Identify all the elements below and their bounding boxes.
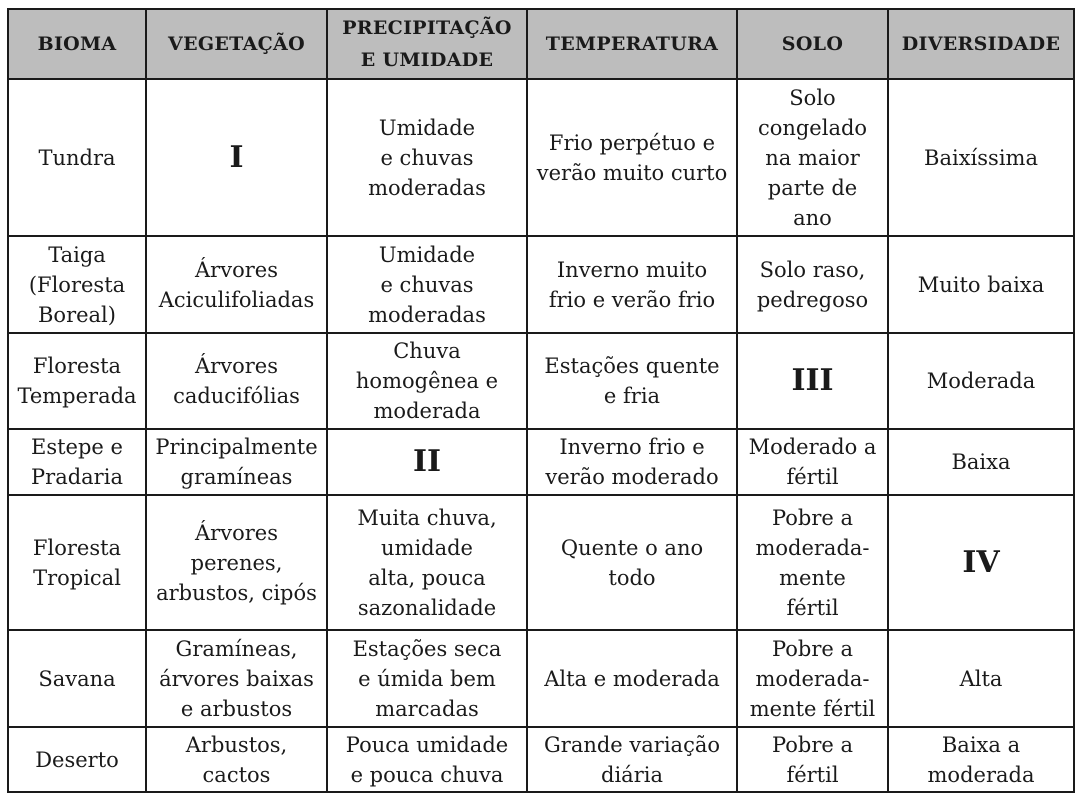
cell-solo: Moderado a fértil (737, 429, 888, 495)
cell-diversidade: Moderada (888, 333, 1074, 429)
row-tundra (8, 79, 1074, 236)
header-solo: SOLO (737, 9, 888, 79)
cell-bioma: Floresta Temperada (8, 333, 146, 429)
cell-bioma: Estepe e Pradaria (8, 429, 146, 495)
cell-solo: Pobre a moderada- mente fértil (737, 630, 888, 727)
header-diversidade: DIVERSIDADE (888, 9, 1074, 79)
cell-diversidade: IV (888, 495, 1074, 630)
cell-precipitacao: Muita chuva, umidade alta, pouca sazonalidade (327, 495, 527, 630)
cell-solo: Pobre a fértil (737, 727, 888, 792)
cell-bioma: Deserto (8, 727, 146, 792)
cell-solo: III (737, 333, 888, 429)
cell-diversidade: Baixa a moderada (888, 727, 1074, 792)
cell-bioma: Taiga (Floresta Boreal) (8, 236, 146, 333)
cell-temperatura: Inverno frio e verão moderado (527, 429, 737, 495)
cell-precipitacao: Umidade e chuvas moderadas (327, 236, 527, 333)
cell-bioma: Tundra (8, 79, 146, 236)
cell-precipitacao: Estações seca e úmida bem marcadas (327, 630, 527, 727)
header-temperatura: TEMPERATURA (527, 9, 737, 79)
row-savana (8, 630, 1074, 727)
cell-precipitacao: Chuva homogênea e moderada (327, 333, 527, 429)
cell-temperatura: Estações quente e fria (527, 333, 737, 429)
cell-solo: Pobre a moderada- mente fértil (737, 495, 888, 630)
biome-table (7, 8, 1075, 793)
cell-vegetacao: Gramíneas, árvores baixas e arbustos (146, 630, 327, 727)
cell-precipitacao: Umidade e chuvas moderadas (327, 79, 527, 236)
header-precipitacao-umidade: PRECIPITAÇÃO E UMIDADE (327, 9, 527, 79)
cell-temperatura: Inverno muito frio e verão frio (527, 236, 737, 333)
cell-temperatura: Grande variação diária (527, 727, 737, 792)
cell-solo: Solo congelado na maior parte de ano (737, 79, 888, 236)
cell-vegetacao: Principalmente gramíneas (146, 429, 327, 495)
cell-bioma: Savana (8, 630, 146, 727)
cell-vegetacao: I (146, 79, 327, 236)
cell-precipitacao: Pouca umidade e pouca chuva (327, 727, 527, 792)
cell-vegetacao: Arbustos, cactos (146, 727, 327, 792)
row-estepe-pradaria (8, 429, 1074, 495)
header-vegetacao: VEGETAÇÃO (146, 9, 327, 79)
header-bioma: BIOMA (8, 9, 146, 79)
row-floresta-tropical (8, 495, 1074, 630)
cell-temperatura: Alta e moderada (527, 630, 737, 727)
cell-diversidade: Baixa (888, 429, 1074, 495)
cell-temperatura: Frio perpétuo e verão muito curto (527, 79, 737, 236)
row-floresta-temperada (8, 333, 1074, 429)
row-deserto (8, 727, 1074, 792)
cell-diversidade: Muito baixa (888, 236, 1074, 333)
cell-precipitacao: II (327, 429, 527, 495)
cell-temperatura: Quente o ano todo (527, 495, 737, 630)
cell-vegetacao: Árvores Aciculifoliadas (146, 236, 327, 333)
cell-solo: Solo raso, pedregoso (737, 236, 888, 333)
cell-vegetacao: Árvores caducifólias (146, 333, 327, 429)
row-taiga (8, 236, 1074, 333)
cell-diversidade: Alta (888, 630, 1074, 727)
cell-bioma: Floresta Tropical (8, 495, 146, 630)
header-row (8, 9, 1074, 79)
cell-diversidade: Baixíssima (888, 79, 1074, 236)
cell-vegetacao: Árvores perenes, arbustos, cipós (146, 495, 327, 630)
